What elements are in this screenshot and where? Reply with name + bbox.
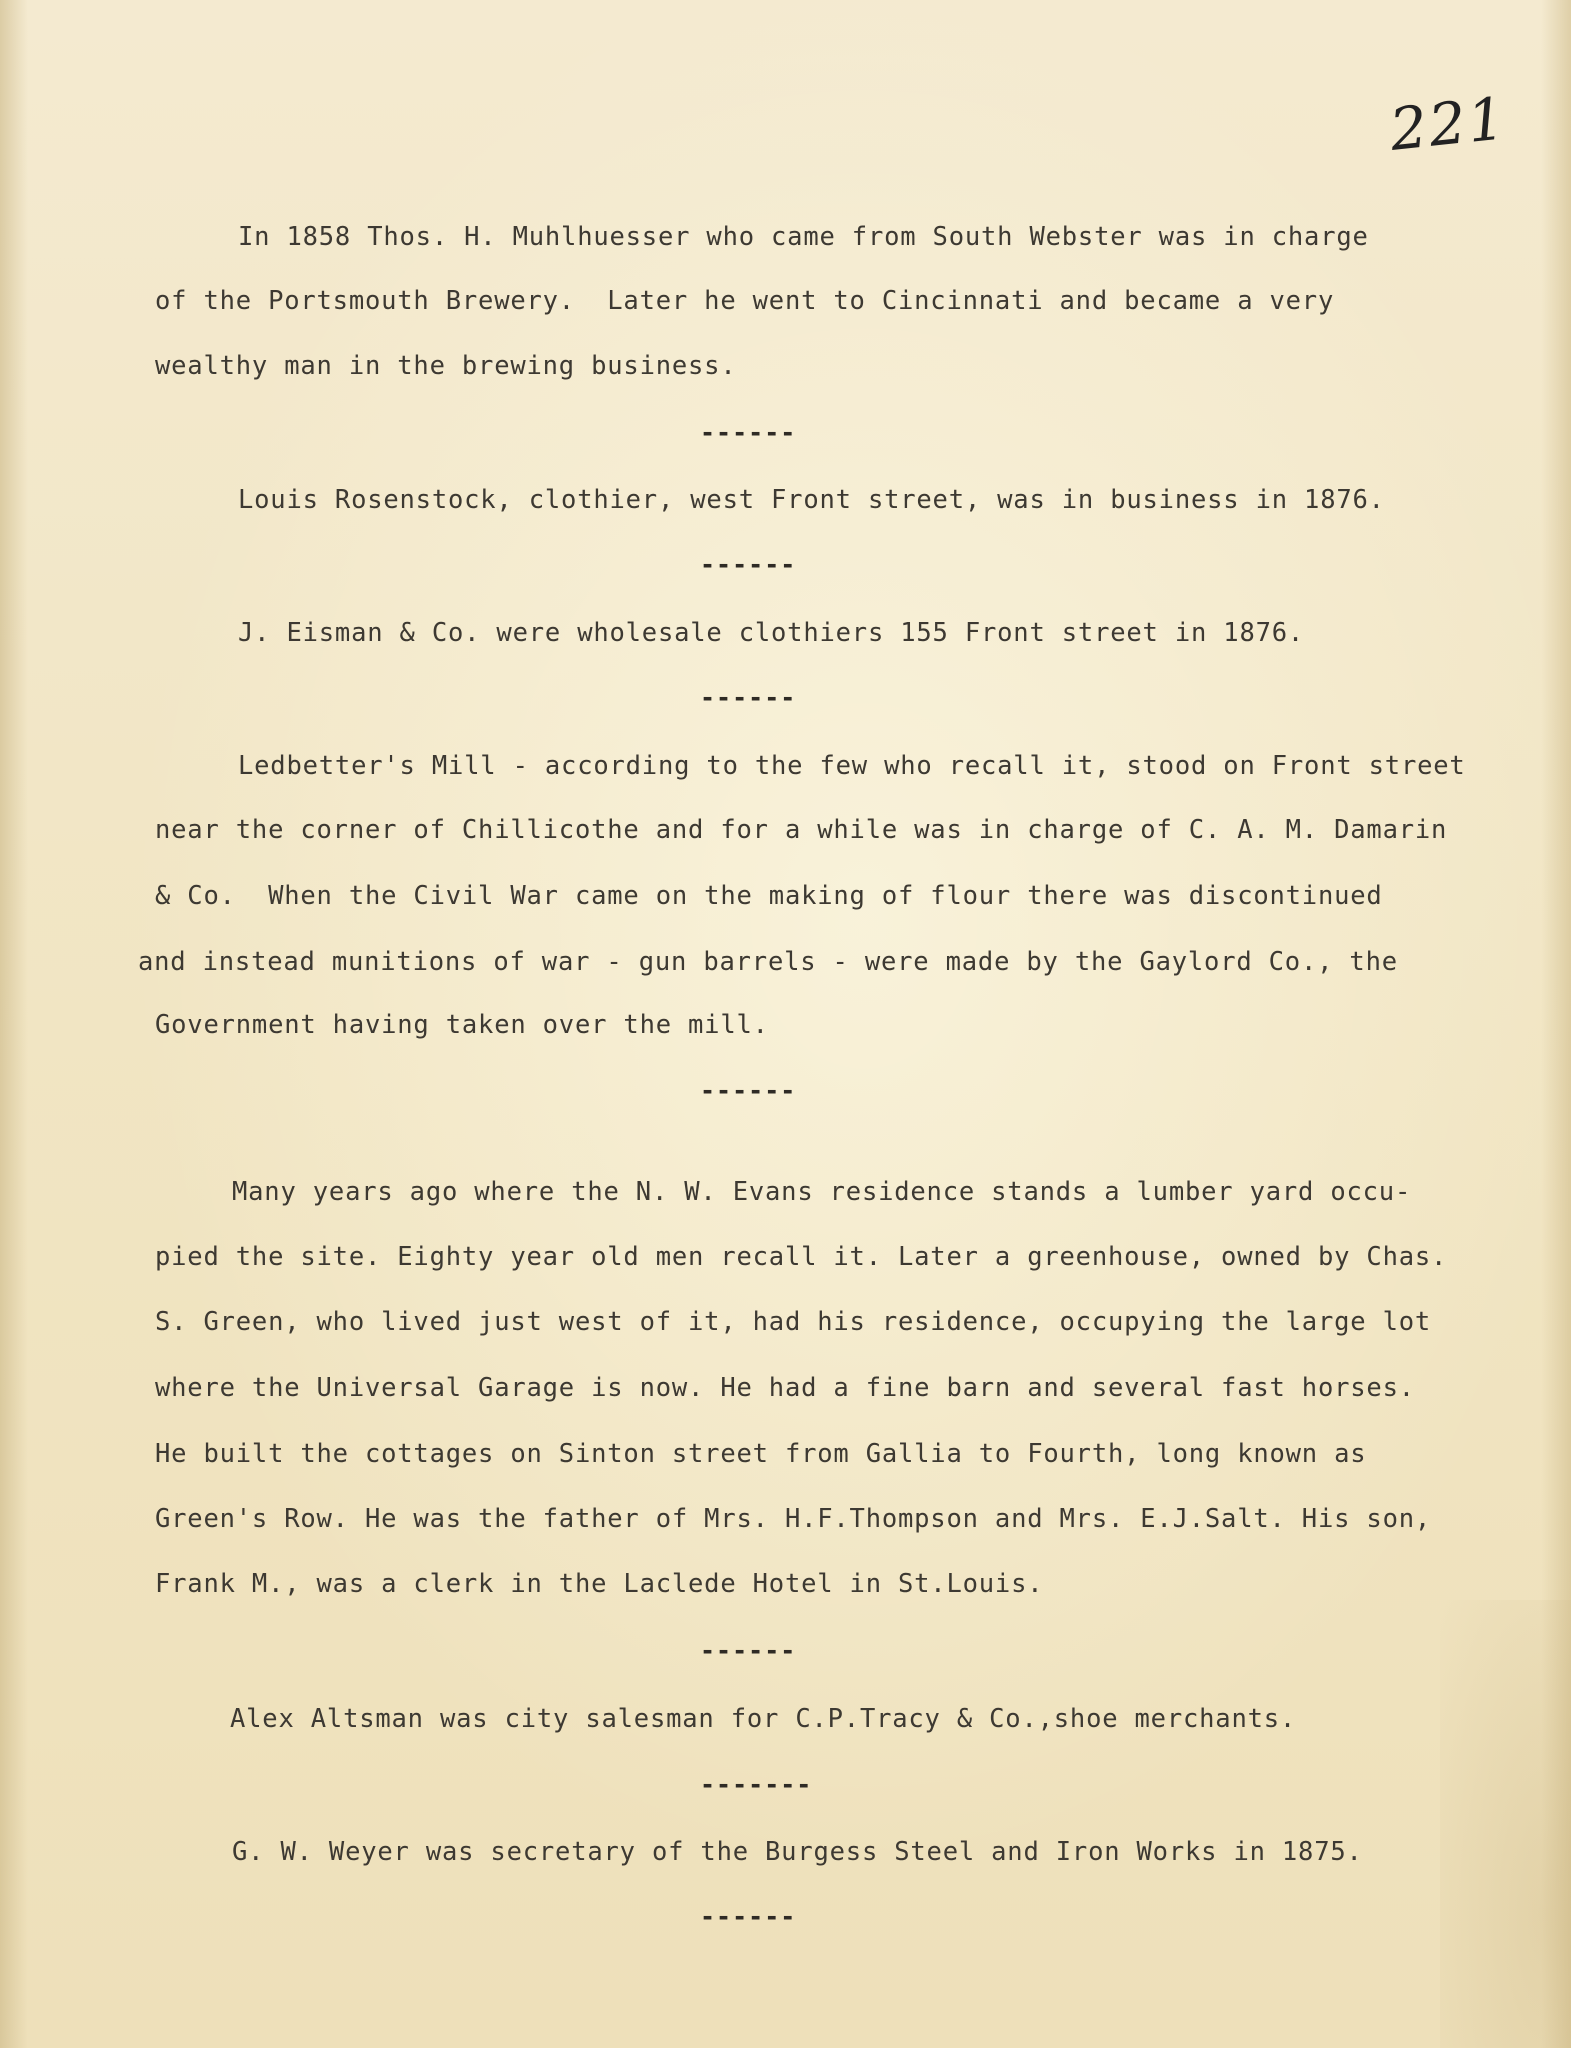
text-line: Green's Row. He was the father of Mrs. H.F.Thompson and Mrs. E.J.Salt. His son,: [155, 1504, 1432, 1534]
text-line: Louis Rosenstock, clothier, west Front street, was in business in 1876.: [238, 485, 1385, 515]
text-line: Many years ago where the N. W. Evans residence stands a lumber yard occu-: [232, 1177, 1412, 1207]
page-number: 221: [1386, 84, 1510, 164]
text-line: He built the cottages on Sinton street from Gallia to Fourth, long known as: [155, 1439, 1367, 1469]
text-line: & Co. When the Civil War came on the making of flour there was discontinued: [155, 881, 1383, 911]
text-line: Frank M., was a clerk in the Laclede Hotel in St.Louis.: [155, 1569, 1044, 1599]
text-line: G. W. Weyer was secretary of the Burgess Steel and Iron Works in 1875.: [232, 1837, 1363, 1867]
text-line: Alex Altsman was city salesman for C.P.Tracy & Co.,shoe merchants.: [230, 1704, 1297, 1734]
separator: ------: [700, 1636, 797, 1665]
text-line: S. Green, who lived just west of it, had his residence, occupying the large lot: [155, 1307, 1432, 1337]
separator: ------: [700, 418, 797, 447]
text-line: near the corner of Chillicothe and for a while was in charge of C. A. M. Damarin: [155, 815, 1448, 845]
text-line: wealthy man in the brewing business.: [155, 351, 737, 381]
separator: -------: [700, 1770, 813, 1799]
text-line: of the Portsmouth Brewery. Later he went to Cincinnati and became a very: [155, 286, 1335, 316]
text-line: J. Eisman & Co. were wholesale clothiers 155 Front street in 1876.: [238, 618, 1305, 648]
separator: ------: [700, 683, 797, 712]
paper-stain: [1440, 1600, 1571, 2048]
separator: ------: [700, 1076, 797, 1105]
separator: ------: [700, 1902, 797, 1931]
text-line: Ledbetter's Mill - according to the few who recall it, stood on Front street: [238, 751, 1466, 781]
text-line: Government having taken over the mill.: [155, 1010, 769, 1040]
text-line: In 1858 Thos. H. Muhlhuesser who came from South Webster was in charge: [238, 222, 1369, 252]
text-line: where the Universal Garage is now. He had a fine barn and several fast horses.: [155, 1373, 1415, 1403]
separator: ------: [700, 550, 797, 579]
text-line: pied the site. Eighty year old men recall it. Later a greenhouse, owned by Chas.: [155, 1242, 1448, 1272]
text-line: and instead munitions of war - gun barrels - were made by the Gaylord Co., the: [138, 947, 1398, 977]
paper-edge-left: [0, 0, 28, 2048]
